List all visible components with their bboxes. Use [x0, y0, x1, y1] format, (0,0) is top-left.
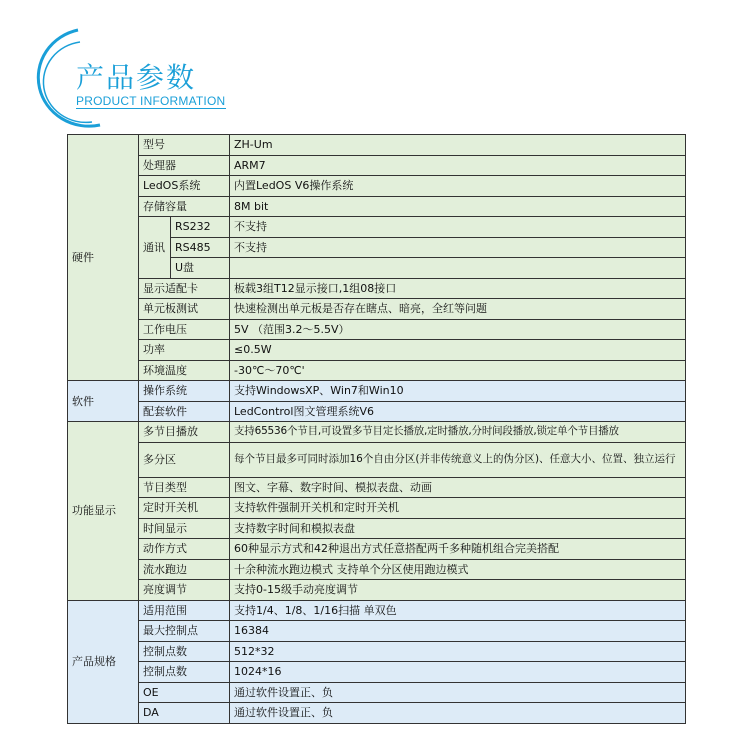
row-value: 8M bit [230, 196, 686, 217]
row-key: 显示适配卡 [139, 278, 230, 299]
row-value: ≤0.5W [230, 340, 686, 361]
table-row [68, 319, 686, 340]
row-key: 节目类型 [139, 477, 230, 498]
table-row [68, 600, 686, 621]
table-row [68, 703, 686, 724]
comm-label: 通讯 [139, 217, 171, 279]
row-key: U盘 [171, 258, 230, 279]
row-key: 适用范围 [139, 600, 230, 621]
row-key: 控制点数 [139, 641, 230, 662]
table-row [68, 621, 686, 642]
row-value: 支持65536个节目,可设置多节目定长播放,定时播放,分时间段播放,锁定单个节目播放 [230, 422, 686, 443]
table-row [68, 401, 686, 422]
row-key: 处理器 [139, 155, 230, 176]
table-row [68, 217, 686, 238]
row-value: 60种显示方式和42种退出方式任意搭配两千多种随机组合完美搭配 [230, 539, 686, 560]
row-value: LedControl图文管理系统V6 [230, 401, 686, 422]
page-title: 产品参数 [76, 61, 197, 94]
row-value: 快速检测出单元板是否存在瞎点、暗亮，全红等问题 [230, 299, 686, 320]
row-key: 功率 [139, 340, 230, 361]
section-hardware: 硬件 [68, 135, 139, 381]
row-key: 时间显示 [139, 518, 230, 539]
row-value: 通过软件设置正、负 [230, 703, 686, 724]
row-key: 配套软件 [139, 401, 230, 422]
table-row [68, 155, 686, 176]
row-key: 工作电压 [139, 319, 230, 340]
row-key: 操作系统 [139, 381, 230, 402]
row-key: DA [139, 703, 230, 724]
table-row [68, 196, 686, 217]
row-key: LedOS系统 [139, 176, 230, 197]
section-specs: 产品规格 [68, 600, 139, 723]
row-key: 多节目播放 [139, 422, 230, 443]
row-value: 支持1/4、1/8、1/16扫描 单双色 [230, 600, 686, 621]
page-subtitle: PRODUCT INFORMATION [76, 94, 226, 108]
table-row [68, 580, 686, 601]
title-underline [76, 108, 226, 109]
row-value: 16384 [230, 621, 686, 642]
row-key: 定时开关机 [139, 498, 230, 519]
row-value: 通过软件设置正、负 [230, 682, 686, 703]
table-row [68, 360, 686, 381]
table-row [68, 641, 686, 662]
table-row [68, 340, 686, 361]
table-row [68, 682, 686, 703]
table-row [68, 477, 686, 498]
row-value: 不支持 [230, 237, 686, 258]
row-key: 存储容量 [139, 196, 230, 217]
row-key: RS232 [171, 217, 230, 238]
row-value: ARM7 [230, 155, 686, 176]
spec-table [67, 134, 686, 724]
row-value: 不支持 [230, 217, 686, 238]
row-value: 图文、字幕、数字时间、模拟表盘、动画 [230, 477, 686, 498]
row-value: 支持WindowsXP、Win7和Win10 [230, 381, 686, 402]
row-value: 内置LedOS V6操作系统 [230, 176, 686, 197]
table-row [68, 381, 686, 402]
row-value: -30℃～70℃' [230, 360, 686, 381]
row-value: 板载3组T12显示接口,1组08接口 [230, 278, 686, 299]
row-value: 每个节目最多可同时添加16个自由分区(并非传统意义上的伪分区)、任意大小、位置、独立运行 [230, 442, 686, 477]
table-row [68, 422, 686, 443]
table-row [68, 176, 686, 197]
row-value: 支持数字时间和模拟表盘 [230, 518, 686, 539]
table-row [68, 559, 686, 580]
table-row [68, 442, 686, 477]
row-value: 512*32 [230, 641, 686, 662]
table-row [68, 662, 686, 683]
row-value: ZH-Um [230, 135, 686, 156]
row-key: 亮度调节 [139, 580, 230, 601]
table-row [68, 278, 686, 299]
page-header [0, 0, 750, 125]
row-key: 控制点数 [139, 662, 230, 683]
table-row [68, 135, 686, 156]
row-key: 动作方式 [139, 539, 230, 560]
table-row [68, 299, 686, 320]
row-key: 最大控制点 [139, 621, 230, 642]
row-value: 5V （范围3.2～5.5V） [230, 319, 686, 340]
row-key: 多分区 [139, 442, 230, 477]
row-key: 单元板测试 [139, 299, 230, 320]
table-row [68, 498, 686, 519]
table-row [68, 518, 686, 539]
section-software: 软件 [68, 381, 139, 422]
row-key: 型号 [139, 135, 230, 156]
row-key: 流水跑边 [139, 559, 230, 580]
row-value: 支持软件强制开关机和定时开关机 [230, 498, 686, 519]
row-value [230, 258, 686, 279]
section-functions: 功能显示 [68, 422, 139, 601]
row-key: 环境温度 [139, 360, 230, 381]
row-key: OE [139, 682, 230, 703]
row-value: 十余种流水跑边模式 支持单个分区使用跑边模式 [230, 559, 686, 580]
row-key: RS485 [171, 237, 230, 258]
row-value: 1024*16 [230, 662, 686, 683]
row-value: 支持0-15级手动亮度调节 [230, 580, 686, 601]
table-row [68, 539, 686, 560]
